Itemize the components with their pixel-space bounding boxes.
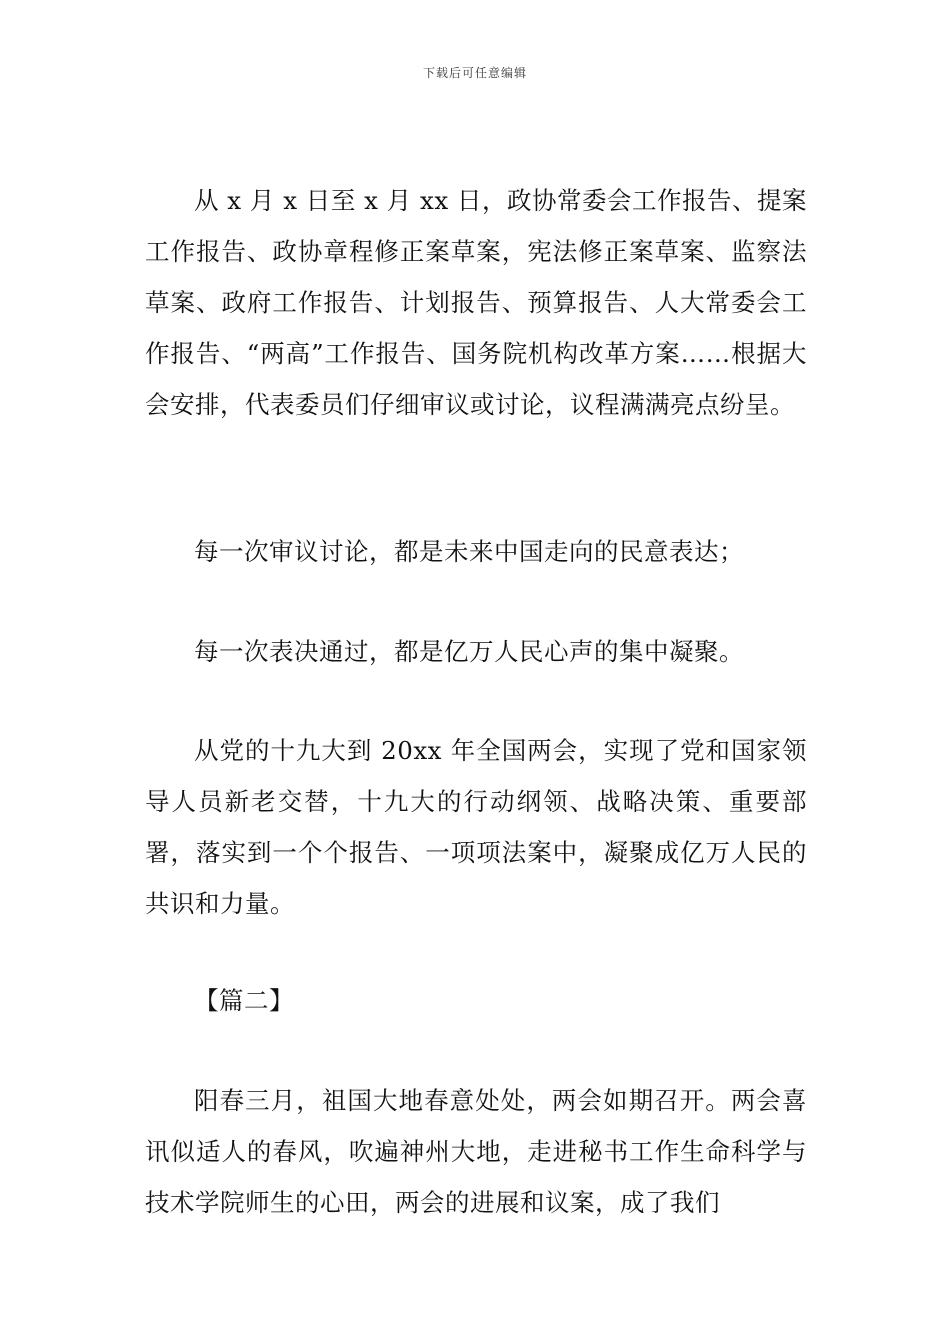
- paragraph-text: 阳春三月，祖国大地春意处处，两会如期召开。两会喜讯似适人的春风，吹遍神州大地，走进秘书工作生命科学与技术学院师生的心田，两会的进展和议案，成了我们: [145, 1086, 807, 1217]
- paragraph-2: [145, 526, 807, 577]
- paragraph-1: [145, 175, 807, 430]
- paragraph-text: 从党的十九大到 20xx 年全国两会，实现了党和国家领导人员新老交替，十九大的行动纲领、战略决策、重要部署，落实到一个个报告、一项项法案中，凝聚成亿万人民的共识和力量。: [145, 736, 807, 918]
- paragraph-text: 每一次审议讨论，都是未来中国走向的民意表达；: [194, 537, 744, 566]
- section-heading: [145, 975, 807, 1026]
- paragraph-4: [145, 725, 807, 929]
- paragraph-5: [145, 1075, 807, 1228]
- section-heading-text: 【篇二】: [194, 986, 294, 1015]
- paragraph-text: 每一次表决通过，都是亿万人民心声的集中凝聚。: [194, 637, 744, 666]
- paragraph-text: 从 x 月 x 日至 x 月 xx 日，政协常委会工作报告、提案工作报告、政协章程修正案草案，宪法修正案草案、监察法草案、政府工作报告、计划报告、预算报告、人大常委会工作报告、“两高”工作报告、国务院机构改革方案……根据大会安排，代表委员们仔细审议或讨论，议程满满亮点纷呈。: [145, 186, 807, 419]
- page-header: 下载后可任意编辑: [422, 66, 527, 80]
- paragraph-3: [145, 626, 807, 677]
